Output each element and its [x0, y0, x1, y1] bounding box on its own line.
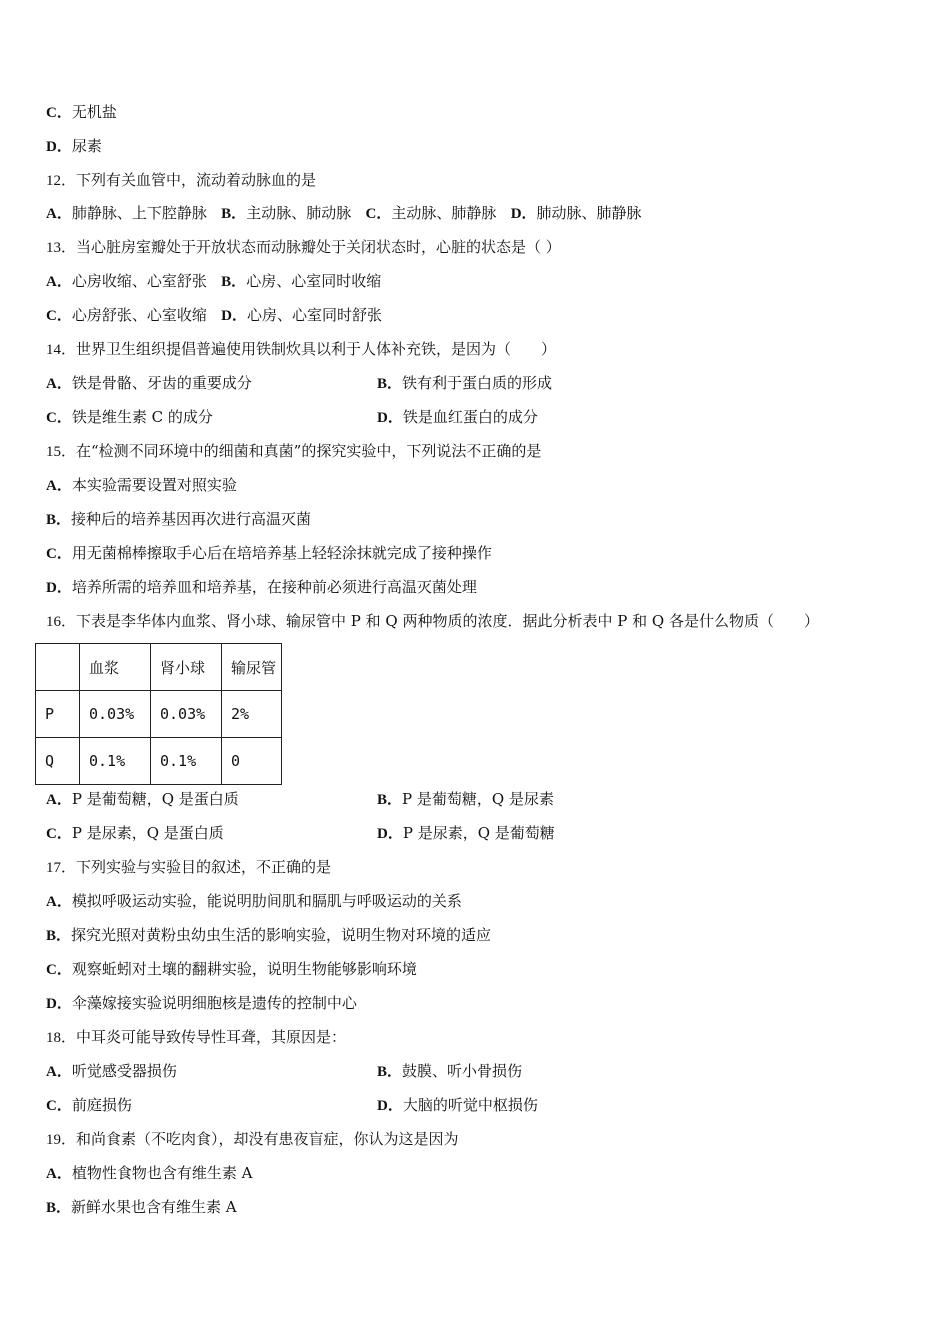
option-label: A．: [46, 478, 72, 494]
option-label: D．: [510, 206, 537, 222]
option-label: B．: [377, 1064, 403, 1080]
option-15a: [46, 475, 237, 495]
option-text: 无机盐: [71, 103, 117, 121]
option-18a: [46, 1061, 177, 1081]
table-cell: 2%: [222, 691, 282, 738]
option-label: D．: [46, 580, 72, 596]
option-text: P 是葡萄糖，Q 是尿素: [402, 790, 554, 808]
table-row: [36, 691, 282, 738]
option-15b: [46, 509, 311, 529]
question-number: 18．: [46, 1030, 77, 1046]
option-text: 新鲜水果也含有维生素 A: [71, 1198, 237, 1216]
option-label: D．: [46, 996, 72, 1012]
table-header-row: [36, 644, 282, 691]
question-text: 和尚食素（不吃肉食），却没有患夜盲症，你认为这是因为: [76, 1130, 459, 1148]
option-16d: [377, 823, 555, 843]
option-14b: [377, 373, 552, 393]
question-text: 下表是李华体内血浆、肾小球、输尿管中 P 和 Q 两种物质的浓度．据此分析表中 P 和 Q 各是什么物质（ ）: [76, 612, 819, 630]
concentration-table: [35, 643, 282, 785]
option-text: 植物性食物也含有维生素 A: [71, 1164, 253, 1182]
option-text: 铁是骨骼、牙齿的重要成分: [71, 374, 252, 392]
question-text: 当心脏房室瓣处于开放状态而动脉瓣处于关闭状态时，心脏的状态是（ ）: [76, 238, 561, 256]
table-header-cell: 肾小球: [151, 644, 222, 691]
question-text: 中耳炎可能导致传导性耳聋，其原因是：: [76, 1028, 347, 1046]
option-text: 心房收缩、心室舒张: [71, 272, 207, 290]
option-text: 探究光照对黄粉虫幼虫生活的影响实验，说明生物对环境的适应: [71, 926, 492, 944]
question-15: [46, 441, 541, 461]
option-text: 观察蚯蚓对土壤的翻耕实验，说明生物能够影响环境: [71, 960, 417, 978]
question-16: [46, 611, 819, 631]
option-label: A．: [46, 376, 72, 392]
option-text: 主动脉、肺静脉: [391, 204, 497, 222]
question-number: 12．: [46, 173, 77, 189]
option-label: B．: [377, 792, 403, 808]
option-label: D．: [377, 826, 403, 842]
table-cell: P: [36, 691, 80, 738]
option-18d: [377, 1095, 538, 1115]
table-cell: 0: [222, 738, 282, 785]
option-text: 铁是维生素 C 的成分: [71, 408, 213, 426]
option-16a: [46, 789, 239, 809]
table-header-cell: 输尿管: [222, 644, 282, 691]
option-17d: [46, 993, 357, 1013]
table-header-cell: [36, 644, 80, 691]
table-header-cell: 血浆: [80, 644, 151, 691]
option-label: C．: [46, 546, 72, 562]
option-label: C．: [46, 826, 72, 842]
question-text: 在“检测不同环境中的细菌和真菌”的探究实验中，下列说法不正确的是: [76, 442, 542, 460]
option-text: 鼓膜、听小骨损伤: [402, 1062, 523, 1080]
option-text: 铁有利于蛋白质的形成: [402, 374, 553, 392]
option-label: B．: [377, 376, 403, 392]
table-cell: 0.1%: [151, 738, 222, 785]
option-15c: [46, 543, 492, 563]
question-number: 13．: [46, 240, 77, 256]
option-19a: [46, 1163, 252, 1183]
option-text: 铁是血红蛋白的成分: [402, 408, 538, 426]
option-16c: [46, 823, 224, 843]
question-text: 下列有关血管中，流动着动脉血的是: [76, 171, 317, 189]
question-text: 下列实验与实验目的叙述，不正确的是: [76, 858, 332, 876]
option-text: 肺动脉、肺静脉: [536, 204, 642, 222]
option-text: P 是尿素，Q 是蛋白质: [71, 824, 224, 842]
option-11d: [46, 136, 102, 156]
option-label: D．: [377, 1098, 403, 1114]
options-12: [46, 203, 642, 223]
option-16b: [377, 789, 554, 809]
option-label: B．: [46, 1200, 72, 1216]
option-19b: [46, 1197, 237, 1217]
question-19: [46, 1129, 459, 1149]
option-label: B．: [46, 928, 72, 944]
option-18c: [46, 1095, 132, 1115]
option-18b: [377, 1061, 522, 1081]
option-text: 用无菌棉棒擦取手心后在培培养基上轻轻涂抹就完成了接种操作: [71, 544, 492, 562]
option-text: 听觉感受器损伤: [71, 1062, 177, 1080]
question-number: 19．: [46, 1132, 77, 1148]
option-label: C．: [46, 105, 72, 121]
option-label: B．: [46, 512, 72, 528]
option-text: 模拟呼吸运动实验，能说明肋间肌和膈肌与呼吸运动的关系: [71, 892, 462, 910]
option-label: D．: [46, 139, 72, 155]
option-label: A．: [46, 1064, 72, 1080]
option-label: C．: [46, 410, 72, 426]
question-17: [46, 857, 331, 877]
option-label: B．: [221, 274, 247, 290]
option-text: 培养所需的培养皿和培养基，在接种前必须进行高温灭菌处理: [71, 578, 477, 596]
question-13: [46, 237, 561, 257]
question-14: [46, 339, 556, 359]
question-text: 世界卫生组织提倡普遍使用铁制炊具以利于人体补充铁，是因为（ ）: [76, 340, 557, 358]
option-label: B．: [221, 206, 247, 222]
option-text: 伞藻嫁接实验说明细胞核是遗传的控制中心: [71, 994, 357, 1012]
table-cell: Q: [36, 738, 80, 785]
option-text: 心房舒张、心室收缩: [71, 306, 207, 324]
options-13-cd: [46, 305, 382, 325]
option-label: A．: [46, 792, 72, 808]
table-cell: 0.1%: [80, 738, 151, 785]
question-number: 14．: [46, 342, 77, 358]
option-text: 主动脉、肺动脉: [246, 204, 352, 222]
option-17b: [46, 925, 491, 945]
option-label: D．: [377, 410, 403, 426]
option-text: 心房、心室同时收缩: [246, 272, 382, 290]
option-text: 本实验需要设置对照实验: [71, 476, 237, 494]
option-14d: [377, 407, 538, 427]
option-text: 尿素: [71, 137, 102, 155]
option-label: A．: [46, 894, 72, 910]
option-label: A．: [46, 1166, 72, 1182]
question-number: 15．: [46, 444, 77, 460]
table-cell: 0.03%: [80, 691, 151, 738]
question-number: 17．: [46, 860, 77, 876]
option-text: P 是葡萄糖，Q 是蛋白质: [71, 790, 239, 808]
option-label: C．: [46, 308, 72, 324]
question-number: 16．: [46, 614, 77, 630]
option-text: 肺静脉、上下腔静脉: [71, 204, 207, 222]
option-label: C．: [46, 962, 72, 978]
option-label: A．: [46, 206, 72, 222]
question-18: [46, 1027, 346, 1047]
option-14c: [46, 407, 213, 427]
option-label: D．: [221, 308, 248, 324]
option-label: A．: [46, 274, 72, 290]
question-12: [46, 170, 316, 190]
option-14a: [46, 373, 252, 393]
option-17c: [46, 959, 417, 979]
option-15d: [46, 577, 477, 597]
option-text: P 是尿素，Q 是葡萄糖: [402, 824, 555, 842]
option-text: 前庭损伤: [71, 1096, 132, 1114]
option-17a: [46, 891, 462, 911]
table-row: [36, 738, 282, 785]
option-text: 接种后的培养基因再次进行高温灭菌: [71, 510, 312, 528]
option-text: 大脑的听觉中枢损伤: [402, 1096, 538, 1114]
table-cell: 0.03%: [151, 691, 222, 738]
option-label: C．: [365, 206, 392, 222]
options-13-ab: [46, 271, 381, 291]
option-text: 心房、心室同时舒张: [247, 306, 383, 324]
option-11c: [46, 102, 117, 122]
option-label: C．: [46, 1098, 72, 1114]
